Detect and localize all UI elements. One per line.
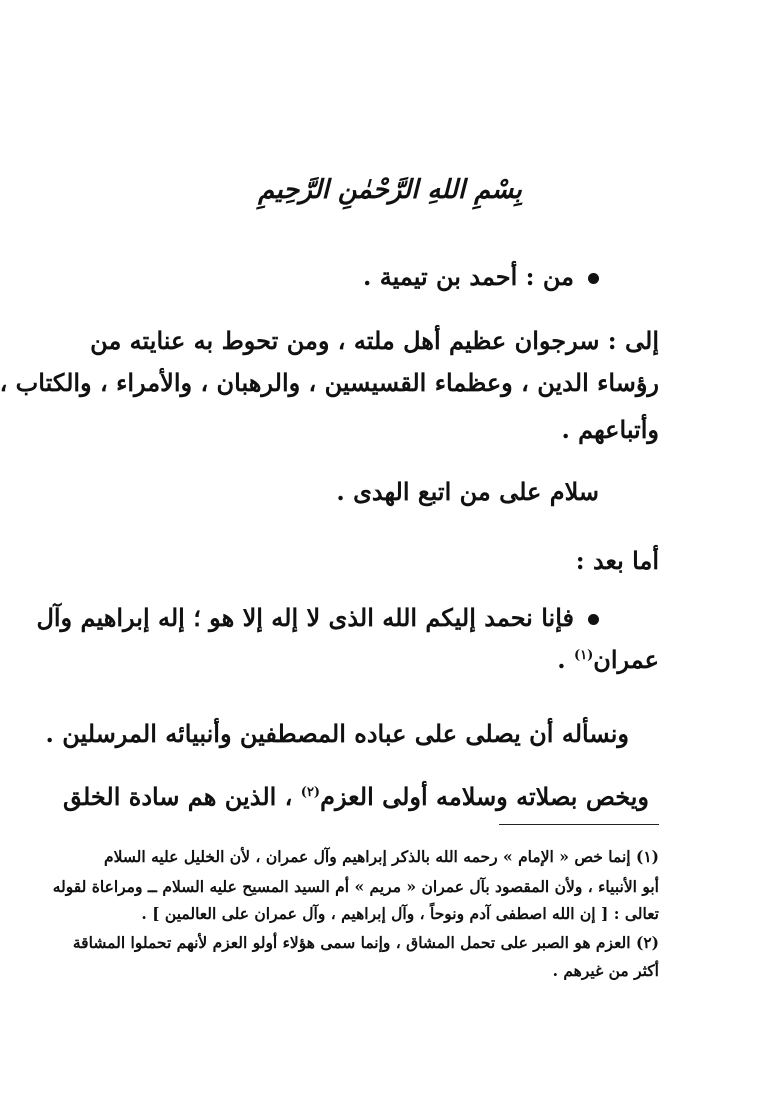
from-text: من : أحمد بن تيمية . — [363, 262, 574, 291]
praise-line-1 — [36, 603, 599, 633]
footnote-line-3: تعالى : [ إن الله اصطفى آدم ونوحاً ، وآل إبراهيم ، وآل عمران على العالمين ] . — [141, 904, 659, 923]
praise-text-1: فإنا نحمد إليكم الله الذى لا إله إلا هو ؛ إله إبراهيم وآل — [36, 603, 574, 632]
specific-text-2: ، الذين هم سادة الخلق — [62, 782, 293, 811]
to-line-3: وأتباعهم . — [561, 415, 659, 444]
bullet-icon — [588, 273, 599, 284]
specific-line — [62, 782, 649, 812]
to-line-1: إلى : سرجوان عظيم أهل ملته ، ومن تحوط به عنايته من — [90, 326, 659, 355]
prayer-line: ونسأله أن يصلى على عباده المصطفين وأنبيائه المرسلين . — [45, 719, 629, 748]
praise-end: . — [557, 645, 574, 674]
footnote-ref-2: (٢) — [300, 785, 321, 800]
praise-text-2: عمران — [593, 645, 659, 674]
basmala-heading: بِسْمِ اللهِ الرَّحْمٰنِ الرَّحِيمِ — [258, 175, 522, 205]
footnote-line-4: (٢) العزم هو الصبر على تحمل المشاق ، وإنما سمى هؤلاء أولو العزم لأنهم تحملوا المشاقة — [72, 933, 659, 952]
praise-line-2 — [557, 645, 659, 675]
bullet-icon — [588, 614, 599, 625]
footnote-line-2: أبو الأنبياء ، ولأن المقصود بآل عمران « مريم » أم السيد المسيح عليه السلام ــ ومراعاة لقوله — [52, 877, 659, 896]
footnote-divider — [499, 824, 659, 825]
amma-bad-line: أما بعد : — [575, 546, 659, 575]
from-line — [363, 262, 599, 292]
footnote-line-1: (١) إنما خص « الإمام » رحمه الله بالذكر إبراهيم وآل عمران ، لأن الخليل عليه السلام — [103, 847, 659, 866]
salam-line: سلام على من اتبع الهدى . — [336, 477, 599, 506]
footnote-line-5: أكثر من غيرهم . — [552, 961, 659, 980]
to-line-2: رؤساء الدين ، وعظماء القسيسين ، والرهبان ، والأمراء ، والكتاب ، — [0, 368, 659, 397]
specific-text-1: ويخص بصلاته وسلامه أولى العزم — [320, 782, 649, 811]
footnote-ref-1: (١) — [573, 648, 594, 663]
